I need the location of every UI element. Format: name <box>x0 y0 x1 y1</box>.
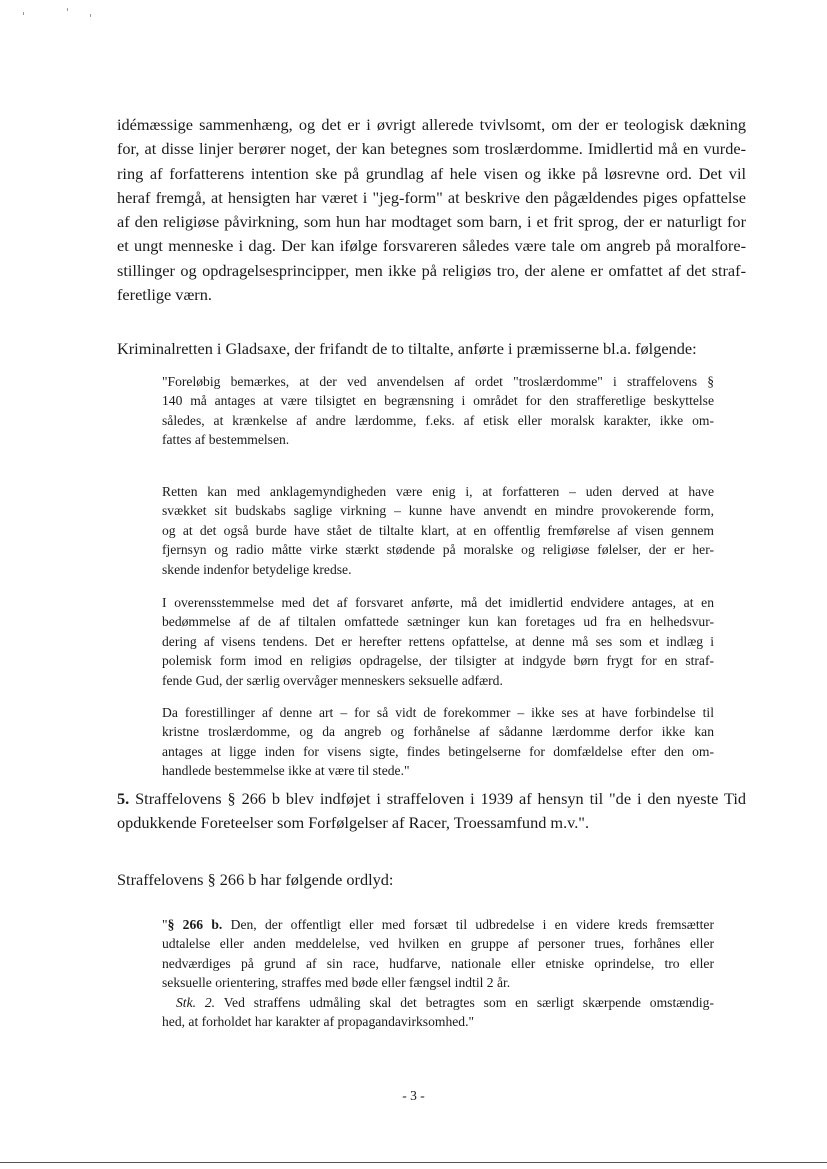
text-line: seksuelle orientering, straffes med bøde eller fængsel indtil 2 år. <box>162 975 511 991</box>
quote-paragraph-2 <box>162 482 714 579</box>
text-line: Straffelovens § 266 b har følgende ordlyd: <box>117 870 394 889</box>
paragraph-defense-argument <box>117 113 746 307</box>
text-line: udtalelse eller anden meddelelse, ved hvilken en gruppe af personer trues, forhånes eller <box>162 936 714 952</box>
scan-speck <box>67 8 68 11</box>
quote-paragraph-1 <box>162 372 714 450</box>
statute-heading: § 266 b. <box>167 917 223 932</box>
text-line: opdukkende Foreteelser som Forfølgelser af Racer, Troessamfund m.v.". <box>117 813 590 833</box>
text-line: for, at disse linjer berører noget, der kan betegnes som troslærdomme. Imidlertid må en vurde- <box>117 139 746 159</box>
page-number: - 3 - <box>402 1088 425 1103</box>
stk-label: Stk. 2. <box>176 994 216 1010</box>
text-line: Retten kan med anklagemyndigheden være enig i, at forfatteren – uden derved at have <box>162 484 714 499</box>
text-line: Straffelovens § 266 b blev indføjet i straffeloven i 1939 af hensyn til "de i den nyeste Tid <box>135 789 746 808</box>
text-line: fjernsyn og radio måtte virke stærkt stødende på moralske og religiøse følelser, der er her- <box>162 542 714 558</box>
text-line: heraf fremgå, at hensigten har været i "jeg-form" at beskrive den pågældendes piges opfattelse <box>117 187 746 207</box>
text-line: et ungt menneske i dag. Der kan ifølge forsvareren således være tale om angreb på moralfore- <box>117 236 746 256</box>
paragraph-court-intro <box>117 337 746 361</box>
text-line: idémæssige sammenhæng, og det er i øvrigt allerede tvivlsomt, om der er teologisk dækning <box>117 115 746 134</box>
text-line: handlede bestemmelse ikke at være til stede." <box>162 763 410 779</box>
page-bottom-edge <box>0 1162 827 1163</box>
scan-speck <box>90 14 91 17</box>
text-line: antages at ligge inden for visens sigte, findes betingelserne for domfældelse efter den om- <box>162 743 714 759</box>
section-number: 5. <box>117 789 130 808</box>
text-line: polemisk form imod en religiøs opdragelse, der tilsigter at indgyde børn frygt for en straf- <box>162 653 714 669</box>
text-line: ring af forfatterens intention ske på grundlag af hele visen og ikke på løsrevne ord. Det vil <box>117 163 746 183</box>
text-line: fattes af bestemmelsen. <box>162 432 290 448</box>
text-line: bedømmelse af de af tiltalen omfattede sætninger kun kan foretages ud fra en helhedsvur- <box>162 614 714 630</box>
quote-mark: " <box>162 917 168 932</box>
paragraph-wording-intro <box>117 868 746 892</box>
quote-paragraph-4 <box>162 703 714 781</box>
text-line: "Foreløbig bemærkes, at der ved anvendelsen af ordet "troslærdomme" i straffelovens § <box>162 374 714 389</box>
text-line: I overensstemmelse med det af forsvaret anførte, må det imidlertid endvidere antages, at en <box>162 595 714 610</box>
text-line: dering af visens tendens. Det er herefter rettens opfattelse, at denne må ses som et indlæg i <box>162 633 714 649</box>
section-5-paragraph <box>117 787 746 836</box>
text-line: nedværdiges på grund af sin race, hudfarve, nationale eller etniske oprindelse, tro eller <box>162 955 714 971</box>
text-line: skende indenfor betydelige kredse. <box>162 561 352 577</box>
text-line: Den, der offentligt eller med forsæt til udbredelse i en videre kreds fremsætter <box>222 917 714 932</box>
text-line: kristne troslærdomme, og da angreb og forhånelse af sådanne lærdomme derfor ikke kan <box>162 724 714 740</box>
text-line: 140 må antages at være tilsigtet en begrænsning i området for den strafferetlige beskyttelse <box>162 393 714 409</box>
text-line: Ved straffens udmåling skal det betragtes som en særligt skærpende omstændig- <box>215 994 714 1010</box>
text-line: således, at krænkelse af andre lærdomme, f.eks. af etisk eller moralsk karakter, ikke om- <box>162 412 714 428</box>
quote-paragraph-3 <box>162 593 714 690</box>
text-line: af den religiøse påvirkning, som hun har modtaget som barn, i et frit sprog, der er naturligt for <box>117 212 746 232</box>
text-line: stillinger og opdragelsesprincipper, men ikke på religiøs tro, der alene er omfattet af det straf- <box>117 260 746 280</box>
text-line: svækket sit budskabs saglige virkning – kunne have anvendt en mindre provokerende form, <box>162 503 714 519</box>
text-line: Kriminalretten i Gladsaxe, der frifandt de to tiltalte, anførte i præmisserne bl.a. følgende: <box>117 339 697 358</box>
text-line: hed, at forholdet har karakter af propagandavirksomhed." <box>162 1013 475 1029</box>
statute-quote <box>162 915 714 1031</box>
text-line: feretlige værn. <box>117 285 212 305</box>
text-line: fende Gud, der særlig overvåger menneskers seksuelle adfærd. <box>162 672 503 688</box>
text-line: Da forestillinger af denne art – for så vidt de forekommer – ikke ses at have forbindelse til <box>162 705 714 720</box>
scan-speck <box>23 12 24 15</box>
text-line: og at det også burde have stået de tiltalte klart, at en offentlig fremførelse af visen gennem <box>162 522 714 538</box>
